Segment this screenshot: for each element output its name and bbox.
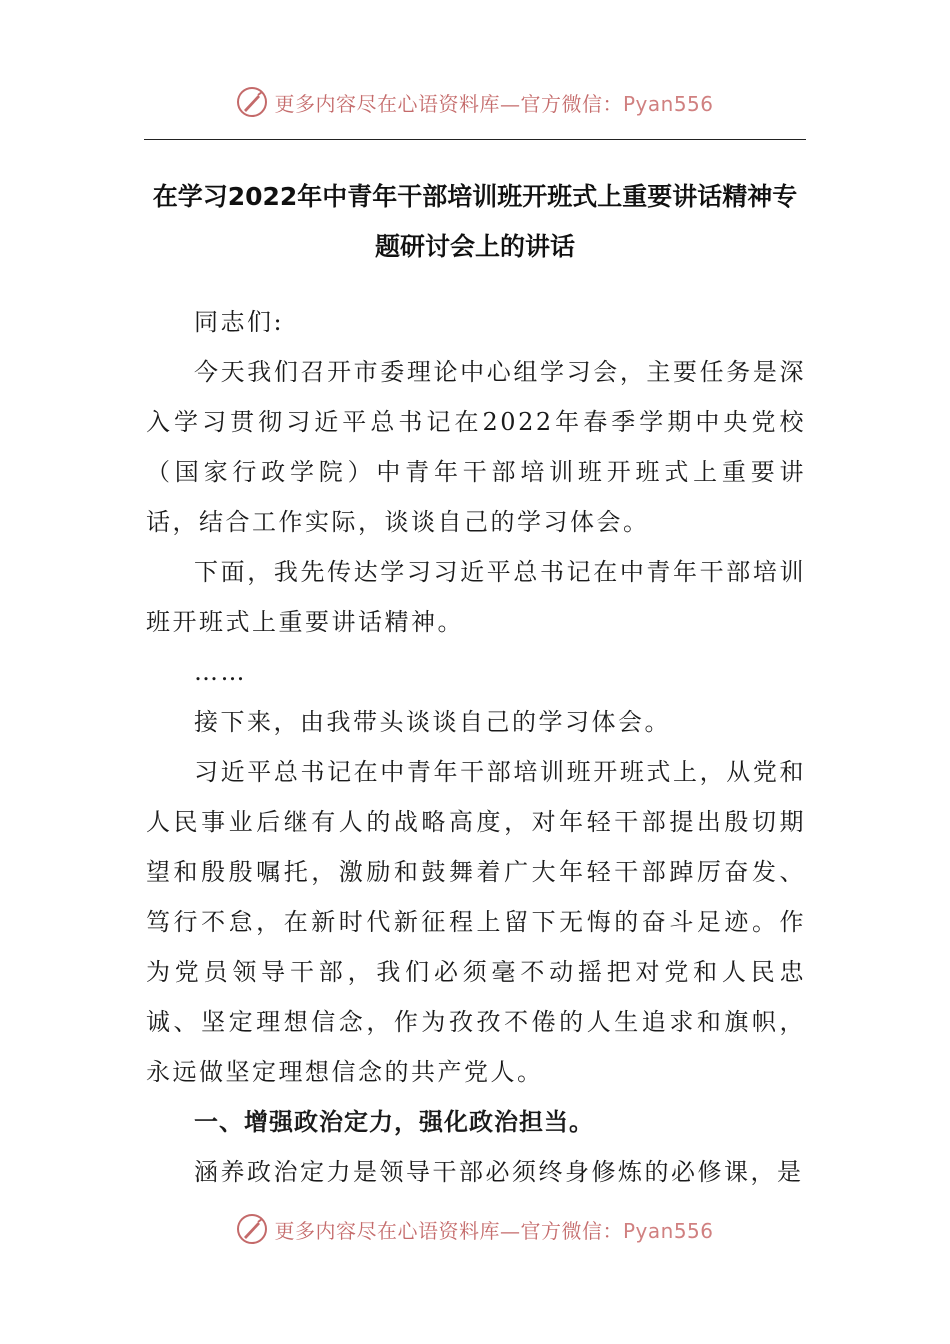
watermark-label: 更多内容尽在心语资料库—官方微信： bbox=[274, 91, 623, 116]
watermark-label: 更多内容尽在心语资料库—官方微信： bbox=[274, 1218, 623, 1243]
ellipsis: …… bbox=[194, 658, 247, 686]
paragraph: 下面，我先传达学习习近平总书记在中青年干部培训班开班式上重要讲话精神。 bbox=[146, 558, 806, 636]
watermark-text bbox=[274, 1215, 713, 1244]
document-title: 在学习2022年中青年干部培训班开班式上重要讲话精神专题研讨会上的讲话 bbox=[152, 182, 798, 261]
paragraph: 习近平总书记在中青年干部培训班开班式上，从党和人民事业后继有人的战略高度，对年轻干部提出殷切期望和殷殷嘱托，激励和鼓舞着广大年轻干部踔厉奋发、笃行不怠，在新时代新征程上留下无悔的奋斗足迹。作为党员领导干部，我们必须毫不动摇把对党和人民忠诚、坚定理想信念，作为孜孜不倦的人生追求和旗帜，永远做坚定理想信念的共产党人。 bbox=[146, 758, 806, 1086]
paragraph: 今天我们召开市委理论中心组学习会，主要任务是深入学习贯彻习近平总书记在2022年春季学期中央党校（国家行政学院）中青年干部培训班开班式上重要讲话，结合工作实际，谈谈自己的学习体会。 bbox=[146, 358, 806, 536]
document-body bbox=[146, 297, 806, 1197]
paragraph: 接下来，由我带头谈谈自己的学习体会。 bbox=[194, 708, 671, 736]
header-divider bbox=[144, 139, 806, 140]
section-heading: 一、增强政治定力，强化政治担当。 bbox=[194, 1108, 594, 1136]
header-watermark bbox=[0, 84, 950, 120]
watermark-wechat-id: Pyan556 bbox=[622, 91, 714, 116]
paragraph: 涵养政治定力是领导干部必须终身修炼的必修课，是 bbox=[194, 1158, 804, 1186]
quill-logo-icon bbox=[236, 86, 268, 118]
watermark-wechat-id: Pyan556 bbox=[622, 1218, 714, 1243]
watermark-text bbox=[274, 88, 713, 117]
footer-watermark bbox=[0, 1211, 950, 1247]
quill-logo-icon bbox=[236, 1213, 268, 1245]
salutation: 同志们: bbox=[194, 308, 285, 336]
